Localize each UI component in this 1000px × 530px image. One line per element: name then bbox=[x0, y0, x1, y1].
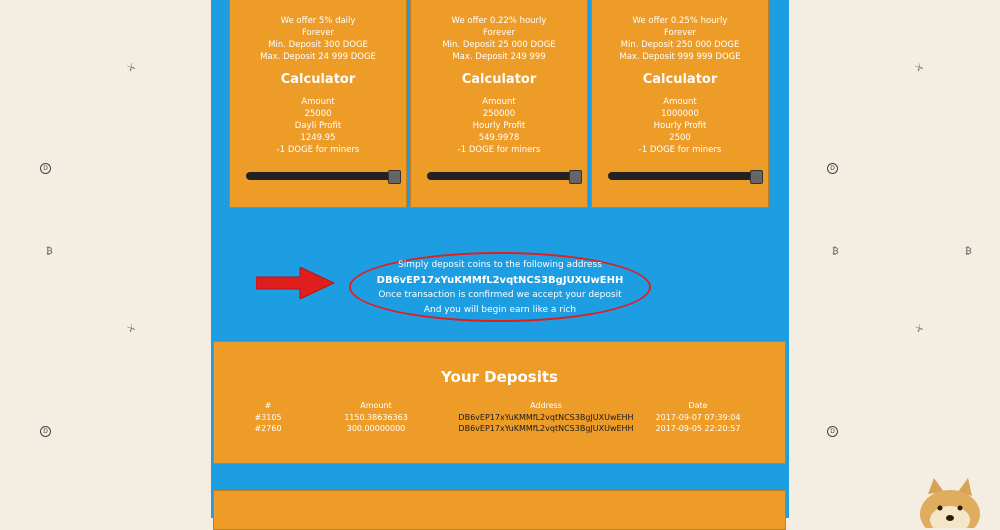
coin-icon: D bbox=[827, 163, 838, 174]
plan-duration: Forever bbox=[301, 28, 335, 38]
plan-min-deposit: Min. Deposit 300 DOGE bbox=[268, 40, 368, 50]
coin-icon: D bbox=[827, 426, 838, 437]
bone-icon: ⚔ bbox=[125, 61, 138, 75]
plan-max-deposit: Max. Deposit 24 999 DOGE bbox=[260, 52, 376, 62]
slider-thumb[interactable] bbox=[569, 170, 582, 184]
plan-min-deposit: Min. Deposit 250 000 DOGE bbox=[620, 40, 740, 50]
bone-icon: ⚔ bbox=[913, 61, 926, 75]
deposit-instruction: Simply deposit coins to the following address bbox=[398, 260, 602, 270]
amount-value: 1000000 bbox=[661, 109, 699, 119]
bone-icon: ⚔ bbox=[125, 322, 138, 336]
amount-slider[interactable] bbox=[608, 172, 761, 180]
slider-thumb[interactable] bbox=[750, 170, 763, 184]
deposit-address-box bbox=[349, 252, 651, 322]
deposit-confirm-note: Once transaction is confirmed we accept your deposit bbox=[378, 290, 622, 300]
profit-label: Dayli Profit bbox=[294, 121, 342, 131]
table-row bbox=[240, 423, 760, 434]
bitcoin-icon: ₿ bbox=[965, 247, 972, 257]
calculator-title: Calculator bbox=[642, 72, 718, 87]
table-row bbox=[240, 412, 760, 423]
col-header-date: Date bbox=[688, 401, 708, 410]
plan-duration: Forever bbox=[663, 28, 697, 38]
plan-card-3 bbox=[591, 0, 769, 208]
deposits-panel bbox=[213, 341, 786, 464]
deposits-title: Your Deposits bbox=[441, 368, 558, 386]
arrow-right-icon bbox=[256, 267, 336, 299]
plan-duration: Forever bbox=[482, 28, 516, 38]
profit-value: 2500 bbox=[669, 133, 691, 143]
deposit-address-cell: DB6vEP17xYuKMMfL2vqtNCS3BgJUXUwEHH bbox=[458, 424, 634, 433]
profit-label: Hourly Profit bbox=[472, 121, 526, 131]
amount-label: Amount bbox=[663, 97, 697, 107]
bitcoin-icon: ₿ bbox=[46, 247, 53, 257]
plan-max-deposit: Max. Deposit 999 999 DOGE bbox=[619, 52, 741, 62]
deposits-table bbox=[240, 400, 760, 434]
col-header-address: Address bbox=[530, 401, 562, 410]
deposit-id: #2760 bbox=[254, 424, 282, 433]
amount-slider[interactable] bbox=[427, 172, 580, 180]
profit-label: Hourly Profit bbox=[653, 121, 707, 131]
plan-max-deposit: Max. Deposit 249 999 bbox=[452, 52, 546, 62]
deposit-amount: 1150.38636363 bbox=[344, 413, 408, 422]
next-panel bbox=[213, 490, 786, 530]
deposit-address-cell: DB6vEP17xYuKMMfL2vqtNCS3BgJUXUwEHH bbox=[458, 413, 634, 422]
amount-value: 25000 bbox=[304, 109, 332, 119]
amount-label: Amount bbox=[301, 97, 335, 107]
amount-label: Amount bbox=[482, 97, 516, 107]
amount-slider[interactable] bbox=[246, 172, 399, 180]
miners-note: -1 DOGE for miners bbox=[276, 145, 360, 155]
profit-value: 549.9978 bbox=[478, 133, 520, 143]
miners-note: -1 DOGE for miners bbox=[638, 145, 722, 155]
col-header-id: # bbox=[264, 401, 272, 410]
doge-mascot-icon bbox=[914, 478, 984, 528]
deposit-id: #3105 bbox=[254, 413, 282, 422]
plan-offer: We offer 5% daily bbox=[280, 16, 356, 26]
profit-value: 1249.95 bbox=[300, 133, 336, 143]
calculator-title: Calculator bbox=[461, 72, 537, 87]
plan-card-1 bbox=[229, 0, 407, 208]
slider-thumb[interactable] bbox=[388, 170, 401, 184]
coin-icon: D bbox=[40, 426, 51, 437]
bitcoin-icon: ₿ bbox=[832, 247, 839, 257]
plan-offer: We offer 0.25% hourly bbox=[632, 16, 728, 26]
miners-note: -1 DOGE for miners bbox=[457, 145, 541, 155]
coin-icon: D bbox=[40, 163, 51, 174]
amount-value: 250000 bbox=[482, 109, 516, 119]
plan-card-2 bbox=[410, 0, 588, 208]
deposit-address[interactable]: DB6vEP17xYuKMMfL2vqtNCS3BgJUXUwEHH bbox=[376, 275, 624, 286]
calculator-title: Calculator bbox=[280, 72, 356, 87]
bone-icon: ⚔ bbox=[913, 322, 926, 336]
plan-offer: We offer 0.22% hourly bbox=[451, 16, 547, 26]
deposit-earn-note: And you will begin earn like a rich bbox=[423, 305, 577, 315]
deposit-date: 2017-09-05 22:20:57 bbox=[655, 424, 741, 433]
col-header-amount: Amount bbox=[360, 401, 392, 410]
deposit-amount: 300.00000000 bbox=[346, 424, 406, 433]
deposit-date: 2017-09-07 07:39:04 bbox=[655, 413, 741, 422]
plan-min-deposit: Min. Deposit 25 000 DOGE bbox=[442, 40, 556, 50]
